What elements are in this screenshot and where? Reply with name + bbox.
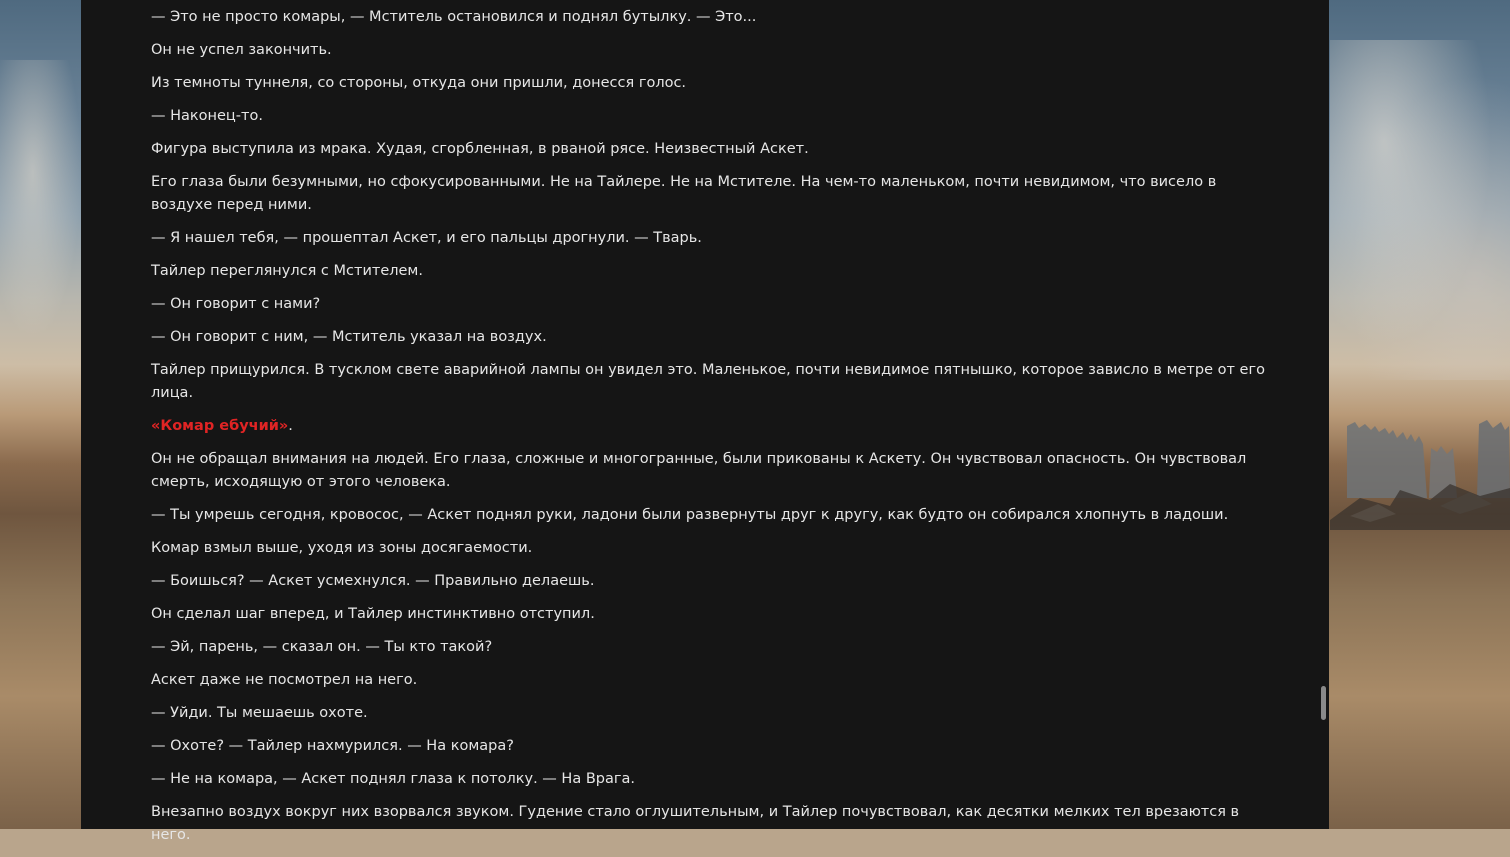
- story-paragraph: Тайлер переглянулся с Мстителем.: [151, 263, 423, 279]
- story-paragraph: — Он говорит с нами?: [151, 296, 321, 312]
- story-paragraph: Из темноты туннеля, со стороны, откуда они пришли, донесся голос.: [151, 75, 687, 91]
- accent-highlight: «Комар ебучий»: [151, 418, 289, 434]
- story-paragraph: — Охоте? — Тайлер нахмурился. — На комара?: [151, 738, 514, 754]
- story-paragraph: — Это не просто комары, — Мститель остановился и поднял бутылку. — Это...: [151, 9, 757, 25]
- story-paragraph: Его глаза были безумными, но сфокусированными. Не на Тайлере. Не на Мстителе. На чем-то маленьком, почти невидимом, что висело в воздухе перед ними.: [151, 174, 1217, 213]
- story-paragraph: Он не успел закончить.: [151, 42, 332, 58]
- story-paragraph: Внезапно воздух вокруг них взорвался звуком. Гудение стало оглушительным, и Тайлер почувствовал, как десятки мелких тел врезаются в него.: [151, 804, 1240, 843]
- scrollbar-thumb[interactable]: [1321, 686, 1326, 720]
- accent-trailing: .: [288, 418, 293, 434]
- reader-panel: [81, 0, 1329, 843]
- story-accent-paragraph: [151, 415, 1271, 438]
- story-paragraph: — Он говорит с ним, — Мститель указал на воздух.: [151, 329, 547, 345]
- background-clouds-left: [0, 60, 82, 340]
- story-paragraph: — Я нашел тебя, — прошептал Аскет, и его пальцы дрогнули. — Тварь.: [151, 230, 702, 246]
- story-content: [151, 6, 1271, 857]
- story-paragraph: Он не обращал внимания на людей. Его глаза, сложные и многогранные, были прикованы к Аскету. Он чувствовал опасность. Он чувствовал смерть, исходящую от этого человека.: [151, 451, 1247, 490]
- story-paragraph: Аскет даже не посмотрел на него.: [151, 672, 418, 688]
- background-rubble: [1330, 470, 1510, 530]
- story-paragraph: — Уйди. Ты мешаешь охоте.: [151, 705, 368, 721]
- story-paragraph: — Не на комара, — Аскет поднял глаза к потолку. — На Врага.: [151, 771, 635, 787]
- story-paragraph: Фигура выступила из мрака. Худая, сгорбленная, в рваной рясе. Неизвестный Аскет.: [151, 141, 809, 157]
- story-paragraph: — Эй, парень, — сказал он. — Ты кто такой?: [151, 639, 493, 655]
- background-clouds-right: [1330, 40, 1510, 380]
- story-paragraph: Он сделал шаг вперед, и Тайлер инстинктивно отступил.: [151, 606, 595, 622]
- story-paragraph: — Ты умрешь сегодня, кровосос, — Аскет поднял руки, ладони были развернуты друг к другу, как будто он собирался хлопнуть в ладоши.: [151, 507, 1229, 523]
- story-paragraph: — Боишься? — Аскет усмехнулся. — Правильно делаешь.: [151, 573, 595, 589]
- story-paragraph: Комар взмыл выше, уходя из зоны досягаемости.: [151, 540, 533, 556]
- story-paragraph: — Наконец-то.: [151, 108, 263, 124]
- story-paragraph: Тайлер прищурился. В тусклом свете аварийной лампы он увидел это. Маленькое, почти невидимое пятнышко, которое зависло в метре от его лица.: [151, 362, 1265, 401]
